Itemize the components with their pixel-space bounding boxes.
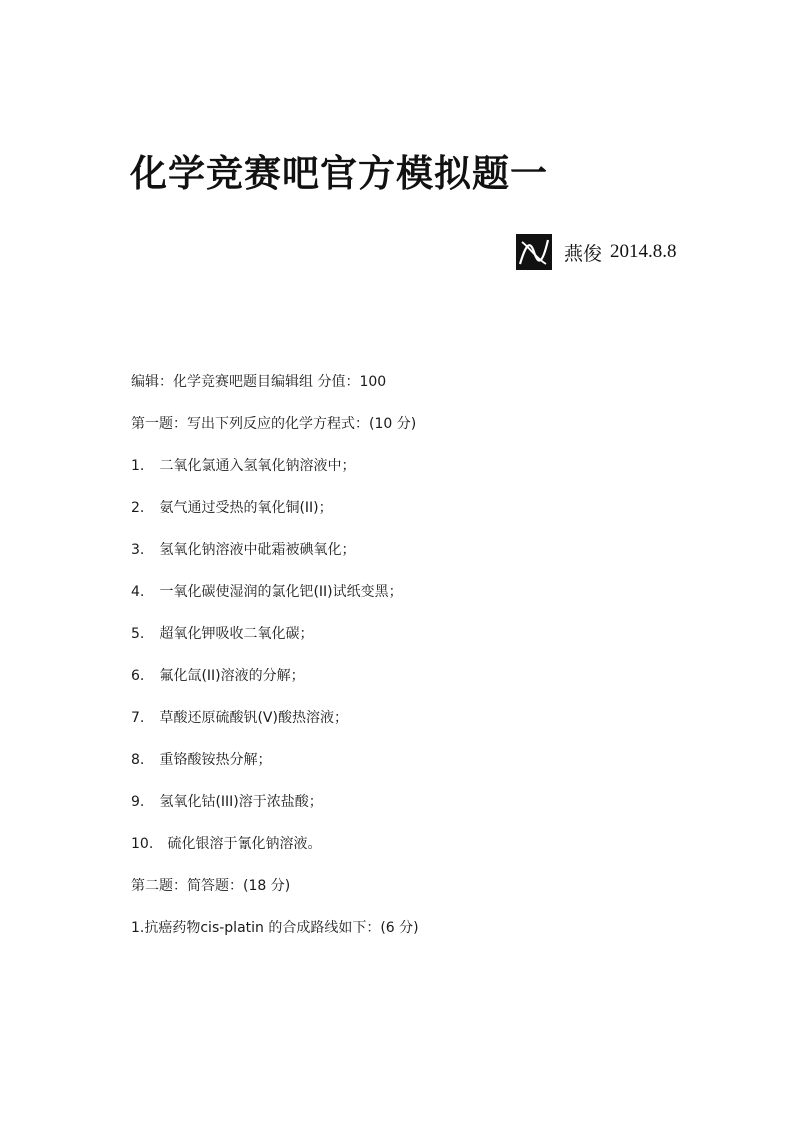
list-item	[131, 497, 333, 517]
item-number: 9.	[131, 794, 145, 810]
list-item	[131, 791, 323, 811]
item-number: 5.	[131, 626, 145, 642]
item-number: 3.	[131, 542, 145, 558]
item-text: 氢氧化钴(III)溶于浓盐酸；	[159, 794, 323, 810]
item-number: 1.	[131, 458, 145, 474]
item-number: 2.	[131, 500, 145, 516]
item-text: 硫化银溶于氰化钠溶液。	[167, 836, 322, 852]
item-text: 草酸还原硫酸钒(V)酸热溶液；	[159, 710, 348, 726]
item-number: 10.	[131, 836, 154, 852]
section1-heading: 第一题：写出下列反应的化学方程式：(10 分)	[131, 416, 417, 432]
list-item	[131, 539, 355, 559]
author-date: 2014.8.8	[610, 241, 677, 262]
item-text: 超氧化钾吸收二氧化碳；	[159, 626, 314, 642]
list-item	[131, 707, 348, 727]
list-item	[131, 749, 271, 769]
item-number: 7.	[131, 710, 145, 726]
list-item	[131, 581, 403, 601]
item-text: 氨气通过受热的氧化铜(II)；	[159, 500, 333, 516]
item-number: 6.	[131, 668, 145, 684]
author-block	[516, 233, 677, 271]
section2-heading: 第二题：简答题：(18 分)	[131, 878, 291, 894]
author-logo-icon	[516, 234, 552, 270]
list-item	[131, 623, 313, 643]
item-text: 二氧化氯通入氢氧化钠溶液中；	[159, 458, 356, 474]
item-text: 重铬酸铵热分解；	[159, 752, 272, 768]
page-title: 化学竞赛吧官方模拟题一	[130, 152, 548, 195]
author-name: 燕俊	[564, 242, 603, 265]
item-number: 8.	[131, 752, 145, 768]
item-text: 一氧化碳使湿润的氯化钯(II)试纸变黑；	[159, 584, 403, 600]
editor-line: 编辑：化学竞赛吧题目编辑组 分值：100	[131, 374, 387, 390]
list-item	[131, 833, 321, 853]
item-text: 氟化氙(II)溶液的分解；	[159, 668, 305, 684]
item-text: 氢氧化钠溶液中砒霜被碘氧化；	[159, 542, 356, 558]
item-number: 4.	[131, 584, 145, 600]
list-item	[131, 455, 355, 475]
list-item	[131, 665, 305, 685]
section2-question-1: 1.抗癌药物cis-platin 的合成路线如下：(6 分)	[131, 920, 419, 936]
